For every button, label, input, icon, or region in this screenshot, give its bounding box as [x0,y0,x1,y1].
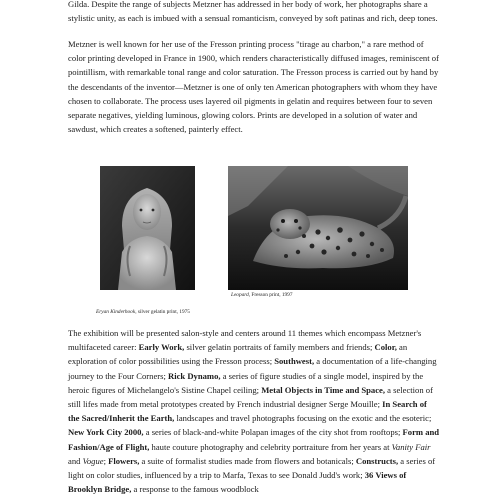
theme-description: landscapes and travel photographs focusing on the exotic and the esoteric; [174,413,432,424]
theme-description: a suite of formalist studies made from flowers and botanicals; [139,455,356,466]
theme-title: 36 Views of Brooklyn Bridge, [68,470,407,495]
theme-description: a series of black-and-white Polapan images of the city shot from rooftops; [143,427,403,438]
theme-title: Rick Dynamo, [168,370,221,381]
theme-description: ; [103,455,109,466]
theme-description: a documentation of a life-changing journey to the Four Corners; [68,356,437,381]
theme-description: a series of light on color studies, influenced by a trip to Marfa, Texas to see Donald Judd's work; [68,455,436,481]
theme-description: a series of figure studies of a single model, inspired by the heroic figures of Michelangelo's Sistine Chapel ceiling; [68,370,424,395]
theme-title: Metal Objects in Time and Space, [261,384,385,395]
exhibition-intro: The exhibition will be presented salon-style and centers around 11 themes which encompass Metzner's multifaceted career: [68,328,422,353]
theme-title: Color, [374,342,397,353]
theme-title: Flowers, [108,455,140,466]
theme-title: Early Work, [138,342,185,353]
paragraph-fresson-process: Metzner is well known for her use of the Fresson printing process "tirage au charbon," a rare method of color printing developed in France in 1900, which renders characteristically diffused images, reminiscent of pointillism, with remarkable tonal range and color saturation. The Fresson process is carried out by hand by the descendants of the inventor—Metzner is one of only ten American photographers with whom they have chosen to collaborate. The process uses layered oil pigments in gelatin and requires between four to seven separate negatives, yielding luminous, glowing colors. Prints are developed in a solution of water and sawdust, which creates a softened, painterly effect. [68,39,439,135]
theme-description: and [68,455,83,466]
theme-description: a selection of still lifes made from metal prototypes created by French industrial designer Serge Mouille; [68,384,433,410]
photo-eryan-kinderhook [100,166,195,290]
theme-title: In Search of the Sacred/Inherit the Earth, [68,399,427,424]
theme-description: an exploration of color possibilities using the Fresson process; [68,342,408,367]
magazine-title: Vogue [82,455,104,466]
paragraph-intro-partial: Gilda. Despite the range of subjects Metzner has addressed in her body of work, her photographs share a stylistic unity, as each is imbued with a sensual romanticism, conveyed by soft patinas and rich, deep tones. [68,0,438,24]
theme-description: a response to the famous woodblock [131,484,259,495]
caption-title: Eryan Kinderhook [96,309,136,315]
theme-title: Form and Fashion/Age of Flight, [68,427,440,452]
theme-title: New York City 2000, [68,427,144,438]
caption-eryan-kinderhook [96,309,190,316]
paragraph-exhibition-themes [68,326,440,496]
theme-description: silver gelatin portraits of family members and friends; [184,342,375,353]
caption-details: , silver gelatin print, 1975 [135,309,190,315]
magazine-title: Vanity Fair [391,441,431,452]
caption-title: Leopard [231,292,249,298]
photo-leopard [228,166,408,290]
caption-details: , Fresson print, 1997 [248,292,293,298]
theme-description: haute couture photography and celebrity portraiture from her years at [149,441,392,452]
theme-title: Constructs, [355,455,399,466]
caption-leopard [231,292,292,299]
theme-title: Southwest, [274,356,315,367]
